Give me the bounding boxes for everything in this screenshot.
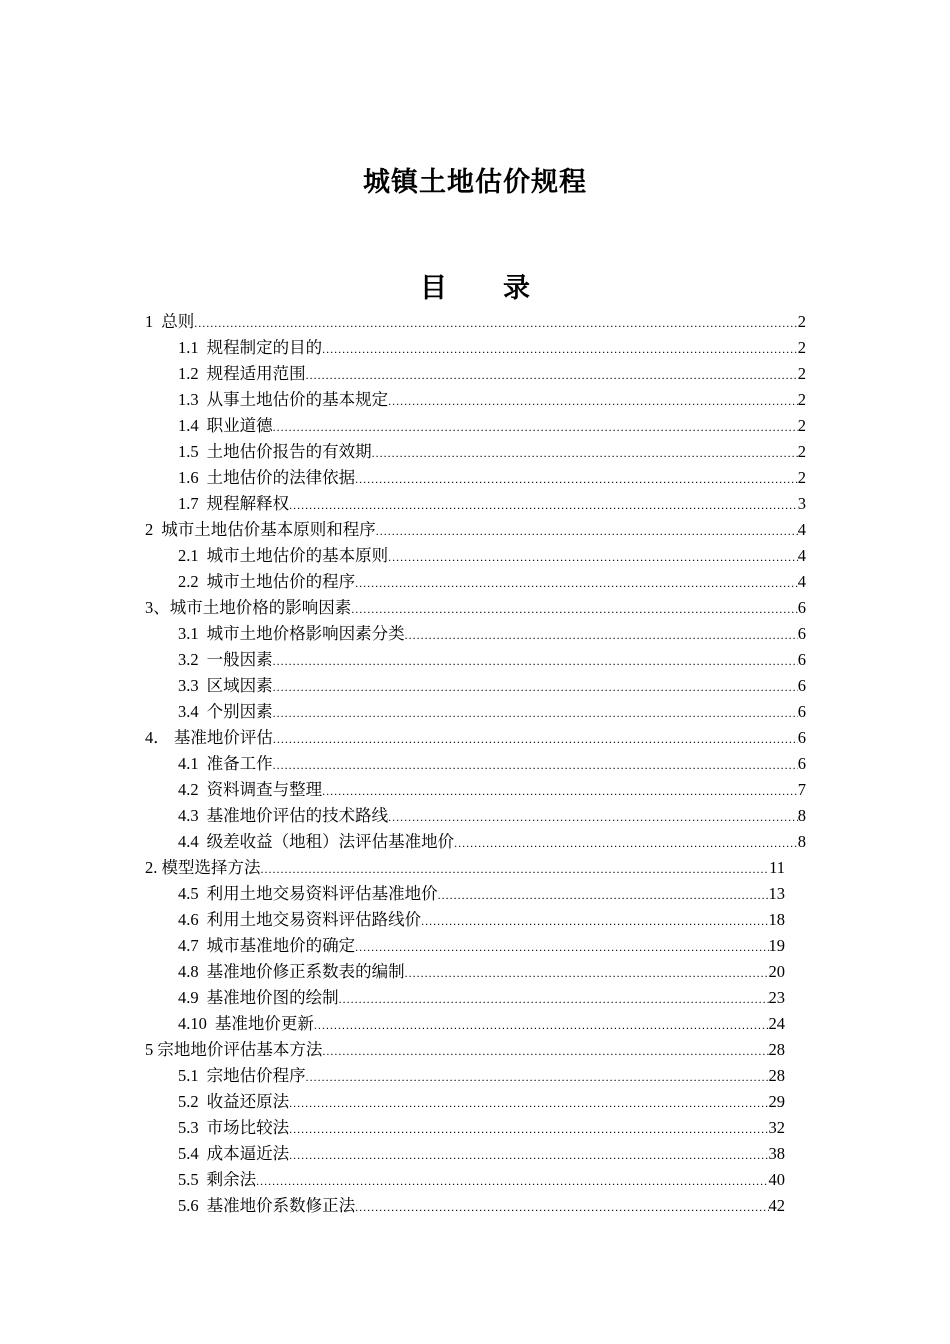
toc-entry-label xyxy=(178,1089,289,1115)
toc-entry-number: 4.10 xyxy=(178,1014,207,1033)
toc-dot-leader xyxy=(376,518,798,543)
toc-entry-text: 基准地价图的绘制 xyxy=(206,988,339,1007)
toc-page-number: 2 xyxy=(797,468,806,487)
toc-entry-text: 土地估价的法律依据 xyxy=(206,468,356,487)
toc-entry-text: 4． 基准地价评估 xyxy=(145,728,273,747)
toc-entry-label xyxy=(178,1011,314,1037)
toc-page-number: 18 xyxy=(768,910,785,929)
toc-entry-text: 从事土地估价的基本规定 xyxy=(206,390,389,409)
toc-entry[interactable] xyxy=(0,751,806,777)
toc-entry[interactable] xyxy=(0,439,806,465)
toc-entry-text: 宗地估价程序 xyxy=(206,1066,306,1085)
toc-entry-number: 4.3 xyxy=(178,806,199,825)
toc-page-number: 6 xyxy=(797,598,806,617)
toc-entry-text: 城市土地估价基本原则和程序 xyxy=(161,520,376,539)
toc-entry-number: 1.3 xyxy=(178,390,199,409)
toc-entry-text: 城市基准地价的确定 xyxy=(206,936,356,955)
toc-dot-leader xyxy=(273,752,798,777)
toc-dot-leader xyxy=(339,986,769,1011)
toc-page-number: 28 xyxy=(768,1066,785,1085)
toc-entry-number: 1.7 xyxy=(178,494,199,513)
toc-dot-leader xyxy=(261,856,770,881)
toc-entry-text: 基准地价评估的技术路线 xyxy=(206,806,389,825)
toc-page-number: 6 xyxy=(797,650,806,669)
toc-page-number: 13 xyxy=(768,884,785,903)
toc-page-number: 6 xyxy=(797,728,806,747)
toc-entry-label xyxy=(145,595,351,621)
toc-page-number: 40 xyxy=(768,1170,785,1189)
toc-entry-label xyxy=(178,335,322,361)
toc-entry[interactable] xyxy=(0,517,806,543)
toc-dot-leader xyxy=(388,544,798,569)
toc-entry-label xyxy=(178,751,273,777)
toc-entry-text: 市场比较法 xyxy=(206,1118,290,1137)
toc-entry-number: 4.2 xyxy=(178,780,199,799)
toc-entry-text: 基准地价修正系数表的编制 xyxy=(206,962,405,981)
toc-dot-leader xyxy=(438,882,769,907)
toc-dot-leader xyxy=(314,1012,769,1037)
toc-entry-label xyxy=(178,959,405,985)
toc-entry-label xyxy=(178,985,339,1011)
toc-entry-text: 城市土地估价的基本原则 xyxy=(206,546,389,565)
toc-dot-leader xyxy=(273,648,798,673)
toc-entry[interactable] xyxy=(0,959,785,985)
toc-entry[interactable] xyxy=(0,569,806,595)
toc-dot-leader xyxy=(372,440,798,465)
document-title: 城镇土地估价规程 xyxy=(363,167,587,197)
toc-entry-label xyxy=(178,933,355,959)
toc-entry-text: 基准地价系数修正法 xyxy=(206,1196,356,1215)
toc-entry-label xyxy=(178,673,273,699)
toc-page-number: 2 xyxy=(797,442,806,461)
toc-entry-number: 4.7 xyxy=(178,936,199,955)
toc-dot-leader xyxy=(355,570,798,595)
toc-entry[interactable] xyxy=(0,673,806,699)
toc-entry[interactable] xyxy=(0,647,806,673)
toc-page-number: 2 xyxy=(797,364,806,383)
toc-entry-text: 城市土地价格影响因素分类 xyxy=(206,624,405,643)
toc-entry-text: 级差收益（地租）法评估基准地价 xyxy=(206,832,455,851)
toc-entry[interactable] xyxy=(0,595,806,621)
toc-dot-leader xyxy=(322,1038,768,1063)
toc-entry-text: 个别因素 xyxy=(206,702,273,721)
toc-dot-leader xyxy=(454,830,798,855)
toc-dot-leader xyxy=(421,908,768,933)
toc-page-number: 38 xyxy=(768,1144,785,1163)
toc-entry-number: 5.6 xyxy=(178,1196,199,1215)
toc-entry[interactable] xyxy=(0,335,806,361)
toc-entry-text: 剩余法 xyxy=(206,1170,257,1189)
toc-page-number: 7 xyxy=(797,780,806,799)
toc-dot-leader xyxy=(306,362,798,387)
toc-entry[interactable] xyxy=(0,491,806,517)
toc-dot-leader xyxy=(355,466,798,491)
toc-entry-text: 基准地价更新 xyxy=(214,1014,314,1033)
toc-entry-number: 4.5 xyxy=(178,884,199,903)
toc-entry-number: 5.1 xyxy=(178,1066,199,1085)
toc-dot-leader xyxy=(351,596,798,621)
toc-entry-label xyxy=(178,803,388,829)
toc-page-number: 42 xyxy=(768,1196,785,1215)
toc-entry-number: 1.2 xyxy=(178,364,199,383)
toc-entry[interactable] xyxy=(0,777,806,803)
toc-entry-label xyxy=(145,855,261,881)
toc-entry-number: 3.3 xyxy=(178,676,199,695)
toc-page-number: 24 xyxy=(768,1014,785,1033)
toc-entry-number: 4.1 xyxy=(178,754,199,773)
toc-page-number: 20 xyxy=(768,962,785,981)
toc-entry-number: 3.2 xyxy=(178,650,199,669)
toc-page-number: 8 xyxy=(797,806,806,825)
toc-entry-label xyxy=(178,439,372,465)
toc-page-number: 2 xyxy=(797,416,806,435)
toc-dot-leader xyxy=(388,388,798,413)
toc-entry-text: 规程制定的目的 xyxy=(206,338,323,357)
toc-entry[interactable] xyxy=(0,985,785,1011)
toc-entry-number: 4.6 xyxy=(178,910,199,929)
toc-dot-leader xyxy=(256,1168,768,1193)
toc-entry-label xyxy=(178,881,438,907)
toc-entry-label xyxy=(178,1115,289,1141)
toc-entry[interactable] xyxy=(0,621,806,647)
toc-entry-number: 2 xyxy=(145,520,154,539)
toc-entry-label xyxy=(178,361,306,387)
toc-entry-label xyxy=(178,829,454,855)
toc-entry-label xyxy=(178,543,388,569)
toc-entry-number: 5.2 xyxy=(178,1092,199,1111)
toc-entry[interactable] xyxy=(0,855,785,881)
toc-entry[interactable] xyxy=(0,933,785,959)
toc-entry[interactable] xyxy=(0,465,806,491)
toc-entry-text: 成本逼近法 xyxy=(206,1144,290,1163)
toc-entry-number: 5.4 xyxy=(178,1144,199,1163)
toc-entry-label xyxy=(178,907,421,933)
toc-page-number: 2 xyxy=(797,312,806,331)
toc-entry[interactable] xyxy=(0,881,785,907)
toc-dot-leader xyxy=(306,1064,769,1089)
toc-heading-left: 目 xyxy=(420,273,447,303)
toc-page-number: 6 xyxy=(797,676,806,695)
toc-heading-right: 录 xyxy=(503,273,530,303)
toc-dot-leader xyxy=(273,700,798,725)
toc-page-number: 6 xyxy=(797,702,806,721)
toc-entry[interactable] xyxy=(0,1063,785,1089)
toc-entry[interactable] xyxy=(0,1193,785,1219)
toc-entry-label xyxy=(178,413,273,439)
toc-dot-leader xyxy=(289,492,798,517)
toc-entry[interactable] xyxy=(0,387,806,413)
toc-entry-number: 1.6 xyxy=(178,468,199,487)
toc-dot-leader xyxy=(405,622,798,647)
toc-page-number: 6 xyxy=(797,754,806,773)
toc-dot-leader xyxy=(405,960,769,985)
toc-entry-number: 1.1 xyxy=(178,338,199,357)
toc-entry-label xyxy=(178,465,355,491)
toc-entry-text: 利用土地交易资料评估路线价 xyxy=(206,910,422,929)
toc-entry[interactable] xyxy=(0,1141,785,1167)
toc-entry-number: 3.1 xyxy=(178,624,199,643)
toc-dot-leader xyxy=(322,336,798,361)
toc-dot-leader xyxy=(273,414,798,439)
toc-entry[interactable] xyxy=(0,1089,785,1115)
toc-entry-number: 1.5 xyxy=(178,442,199,461)
toc-entry-text: 准备工作 xyxy=(206,754,273,773)
toc-entry-text: 3、城市土地价格的影响因素 xyxy=(145,598,352,617)
toc-entry-text: 资料调查与整理 xyxy=(206,780,323,799)
toc-page-number: 29 xyxy=(768,1092,785,1111)
toc-entry-text: 2. 模型选择方法 xyxy=(145,858,261,877)
toc-entry[interactable] xyxy=(0,413,806,439)
toc-entry[interactable] xyxy=(0,543,806,569)
toc-page-number: 4 xyxy=(797,520,806,539)
toc-dot-leader xyxy=(289,1116,768,1141)
toc-entry-number: 3.4 xyxy=(178,702,199,721)
toc-page-number: 2 xyxy=(797,338,806,357)
toc-page-number: 6 xyxy=(797,624,806,643)
toc-page-number: 2 xyxy=(797,390,806,409)
toc-entry-number: 2.1 xyxy=(178,546,199,565)
toc-entry[interactable] xyxy=(0,1037,785,1063)
toc-page-number: 8 xyxy=(797,832,806,851)
table-of-contents xyxy=(0,309,950,1219)
toc-page-number: 32 xyxy=(768,1118,785,1137)
toc-entry-number: 4.4 xyxy=(178,832,199,851)
toc-entry-label xyxy=(178,387,388,413)
toc-dot-leader xyxy=(194,310,798,335)
toc-entry-label xyxy=(178,777,322,803)
toc-page-number: 19 xyxy=(768,936,785,955)
toc-page-number: 4 xyxy=(797,546,806,565)
toc-entry[interactable] xyxy=(0,829,806,855)
toc-entry-text: 总则 xyxy=(161,312,195,331)
toc-entry-label xyxy=(178,1063,306,1089)
toc-dot-leader xyxy=(273,726,798,751)
toc-entry-label xyxy=(145,725,273,751)
toc-page-number: 3 xyxy=(797,494,806,513)
toc-dot-leader xyxy=(289,1090,768,1115)
toc-entry[interactable] xyxy=(0,907,785,933)
toc-entry[interactable] xyxy=(0,699,806,725)
toc-entry-number: 4.8 xyxy=(178,962,199,981)
toc-entry[interactable] xyxy=(0,361,806,387)
toc-page-number: 4 xyxy=(797,572,806,591)
toc-dot-leader xyxy=(355,1194,768,1219)
toc-entry-text: 城市土地估价的程序 xyxy=(206,572,356,591)
toc-entry-label xyxy=(178,699,273,725)
toc-entry[interactable] xyxy=(0,1115,785,1141)
toc-entry[interactable] xyxy=(0,1011,785,1037)
toc-page-number: 23 xyxy=(768,988,785,1007)
toc-dot-leader xyxy=(273,674,798,699)
toc-entry-label xyxy=(178,1193,355,1219)
toc-dot-leader xyxy=(322,778,798,803)
toc-entry-label xyxy=(178,621,405,647)
toc-entry-number: 1 xyxy=(145,312,154,331)
toc-page-number: 28 xyxy=(768,1040,785,1059)
toc-entry-label xyxy=(145,517,376,543)
toc-entry-text: 土地估价报告的有效期 xyxy=(206,442,372,461)
toc-entry[interactable] xyxy=(0,725,806,751)
toc-entry[interactable] xyxy=(0,803,806,829)
toc-entry-number: 1.4 xyxy=(178,416,199,435)
toc-dot-leader xyxy=(355,934,768,959)
toc-entry-text: 规程适用范围 xyxy=(206,364,306,383)
toc-entry-label xyxy=(145,1037,322,1063)
toc-page-number: 11 xyxy=(769,858,785,877)
toc-entry-text: 收益还原法 xyxy=(206,1092,290,1111)
toc-entry-number: 2.2 xyxy=(178,572,199,591)
toc-entry[interactable] xyxy=(0,309,806,335)
toc-entry-text: 一般因素 xyxy=(206,650,273,669)
toc-entry-text: 职业道德 xyxy=(206,416,273,435)
toc-entry-text: 5 宗地地价评估基本方法 xyxy=(145,1040,323,1059)
toc-entry[interactable] xyxy=(0,1167,785,1193)
toc-entry-number: 5.5 xyxy=(178,1170,199,1189)
toc-entry-number: 4.9 xyxy=(178,988,199,1007)
toc-heading xyxy=(0,266,950,305)
toc-entry-label xyxy=(178,1141,289,1167)
toc-entry-label xyxy=(178,569,355,595)
toc-entry-text: 区域因素 xyxy=(206,676,273,695)
toc-dot-leader xyxy=(388,804,798,829)
toc-entry-text: 利用土地交易资料评估基准地价 xyxy=(206,884,438,903)
toc-dot-leader xyxy=(289,1142,768,1167)
toc-entry-number: 5.3 xyxy=(178,1118,199,1137)
toc-entry-text: 规程解释权 xyxy=(206,494,290,513)
toc-entry-label xyxy=(145,309,194,335)
toc-entry-label xyxy=(178,1167,256,1193)
toc-entry-label xyxy=(178,647,273,673)
toc-entry-label xyxy=(178,491,289,517)
